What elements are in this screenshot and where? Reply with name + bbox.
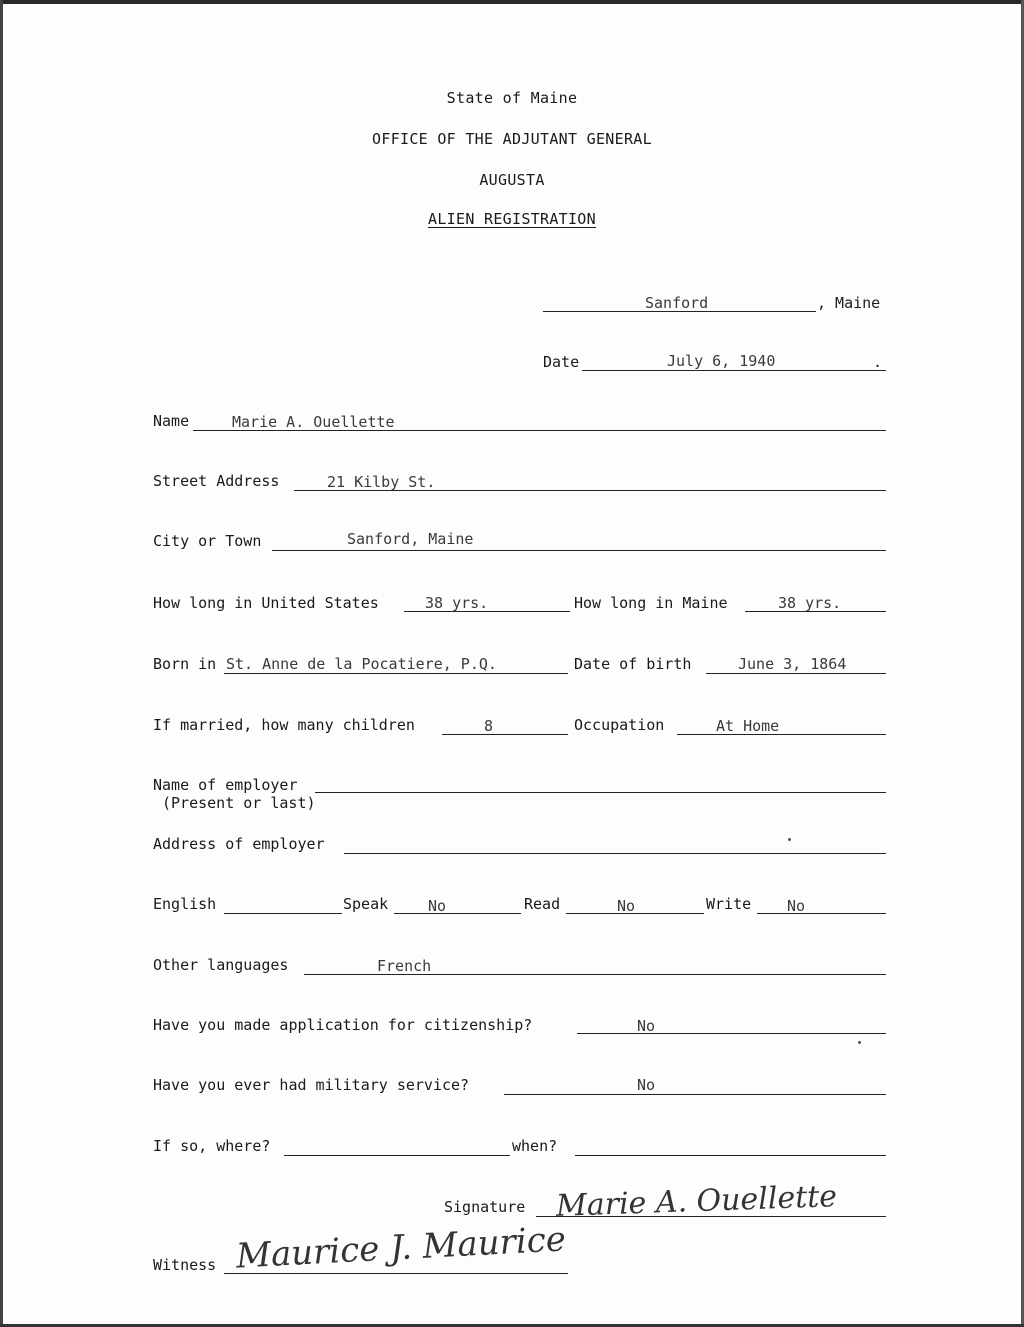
citizenship-label: Have you made application for citizenship? — [153, 1016, 533, 1034]
write-value: No — [787, 897, 806, 915]
military-line — [504, 1094, 886, 1095]
header-city: AUGUSTA — [479, 171, 545, 189]
date-value: July 6, 1940 — [667, 352, 776, 370]
born-line — [224, 673, 568, 674]
born-label: Born in — [153, 655, 217, 673]
dob-value: June 3, 1864 — [738, 655, 847, 673]
us-years-value: 38 yrs. — [425, 594, 489, 612]
english-line — [224, 913, 342, 914]
signature-label: Signature — [444, 1198, 526, 1216]
other-languages-value: French — [377, 957, 432, 975]
place-suffix: , Maine — [817, 294, 881, 312]
citizenship-line — [577, 1033, 886, 1034]
city-label: City or Town — [153, 532, 262, 550]
speak-line — [394, 913, 521, 914]
street-value: 21 Kilby St. — [327, 473, 436, 491]
children-value: 8 — [484, 717, 494, 735]
where-line — [284, 1155, 510, 1156]
read-value: No — [617, 897, 636, 915]
us-years-label: How long in United States — [153, 594, 379, 612]
dob-line — [706, 673, 886, 674]
occupation-line — [677, 734, 886, 735]
employer-address-line — [344, 853, 886, 854]
scan-edge-left — [0, 0, 3, 1327]
when-line — [575, 1155, 886, 1156]
place-town-value: Sanford — [645, 294, 709, 312]
english-label: English — [153, 895, 217, 913]
city-value: Sanford, Maine — [347, 530, 474, 548]
witness-label: Witness — [153, 1256, 217, 1274]
date-label: Date — [543, 353, 580, 371]
born-value: St. Anne de la Pocatiere, P.Q. — [226, 655, 497, 673]
military-label: Have you ever had military service? — [153, 1076, 470, 1094]
employer-label: Name of employer — [153, 776, 298, 794]
date-end: . — [873, 353, 883, 371]
maine-years-value: 38 yrs. — [778, 594, 842, 612]
header-state: State of Maine — [446, 89, 578, 107]
employer-address-label: Address of employer — [153, 835, 325, 853]
date-line — [582, 370, 886, 371]
read-label: Read — [524, 895, 561, 913]
when-label: when? — [512, 1137, 558, 1155]
military-value: No — [637, 1076, 656, 1094]
signature-handwriting: Marie A. Ouellette — [555, 1179, 838, 1224]
employer-sublabel: (Present or last) — [162, 794, 316, 812]
children-line — [442, 734, 568, 735]
occupation-label: Occupation — [574, 716, 665, 734]
write-label: Write — [706, 895, 752, 913]
name-value: Marie A. Ouellette — [232, 413, 395, 431]
occupation-value: At Home — [716, 717, 780, 735]
maine-years-label: How long in Maine — [574, 594, 728, 612]
scan-speck — [788, 838, 791, 841]
form-title: ALIEN REGISTRATION — [428, 210, 596, 228]
citizenship-value: No — [637, 1017, 656, 1035]
write-line — [757, 913, 886, 914]
where-label: If so, where? — [153, 1137, 271, 1155]
employer-line — [315, 792, 886, 793]
street-label: Street Address — [153, 472, 280, 490]
header-office: OFFICE OF THE ADJUTANT GENERAL — [372, 130, 652, 148]
city-line — [272, 550, 886, 551]
scan-edge-top — [0, 0, 1024, 4]
children-label: If married, how many children — [153, 716, 415, 734]
scan-speck — [858, 1041, 861, 1044]
witness-handwriting: Maurice J. Maurice — [235, 1219, 567, 1277]
other-languages-label: Other languages — [153, 956, 289, 974]
speak-value: No — [428, 897, 447, 915]
name-label: Name — [153, 412, 190, 430]
dob-label: Date of birth — [574, 655, 692, 673]
speak-label: Speak — [343, 895, 389, 913]
